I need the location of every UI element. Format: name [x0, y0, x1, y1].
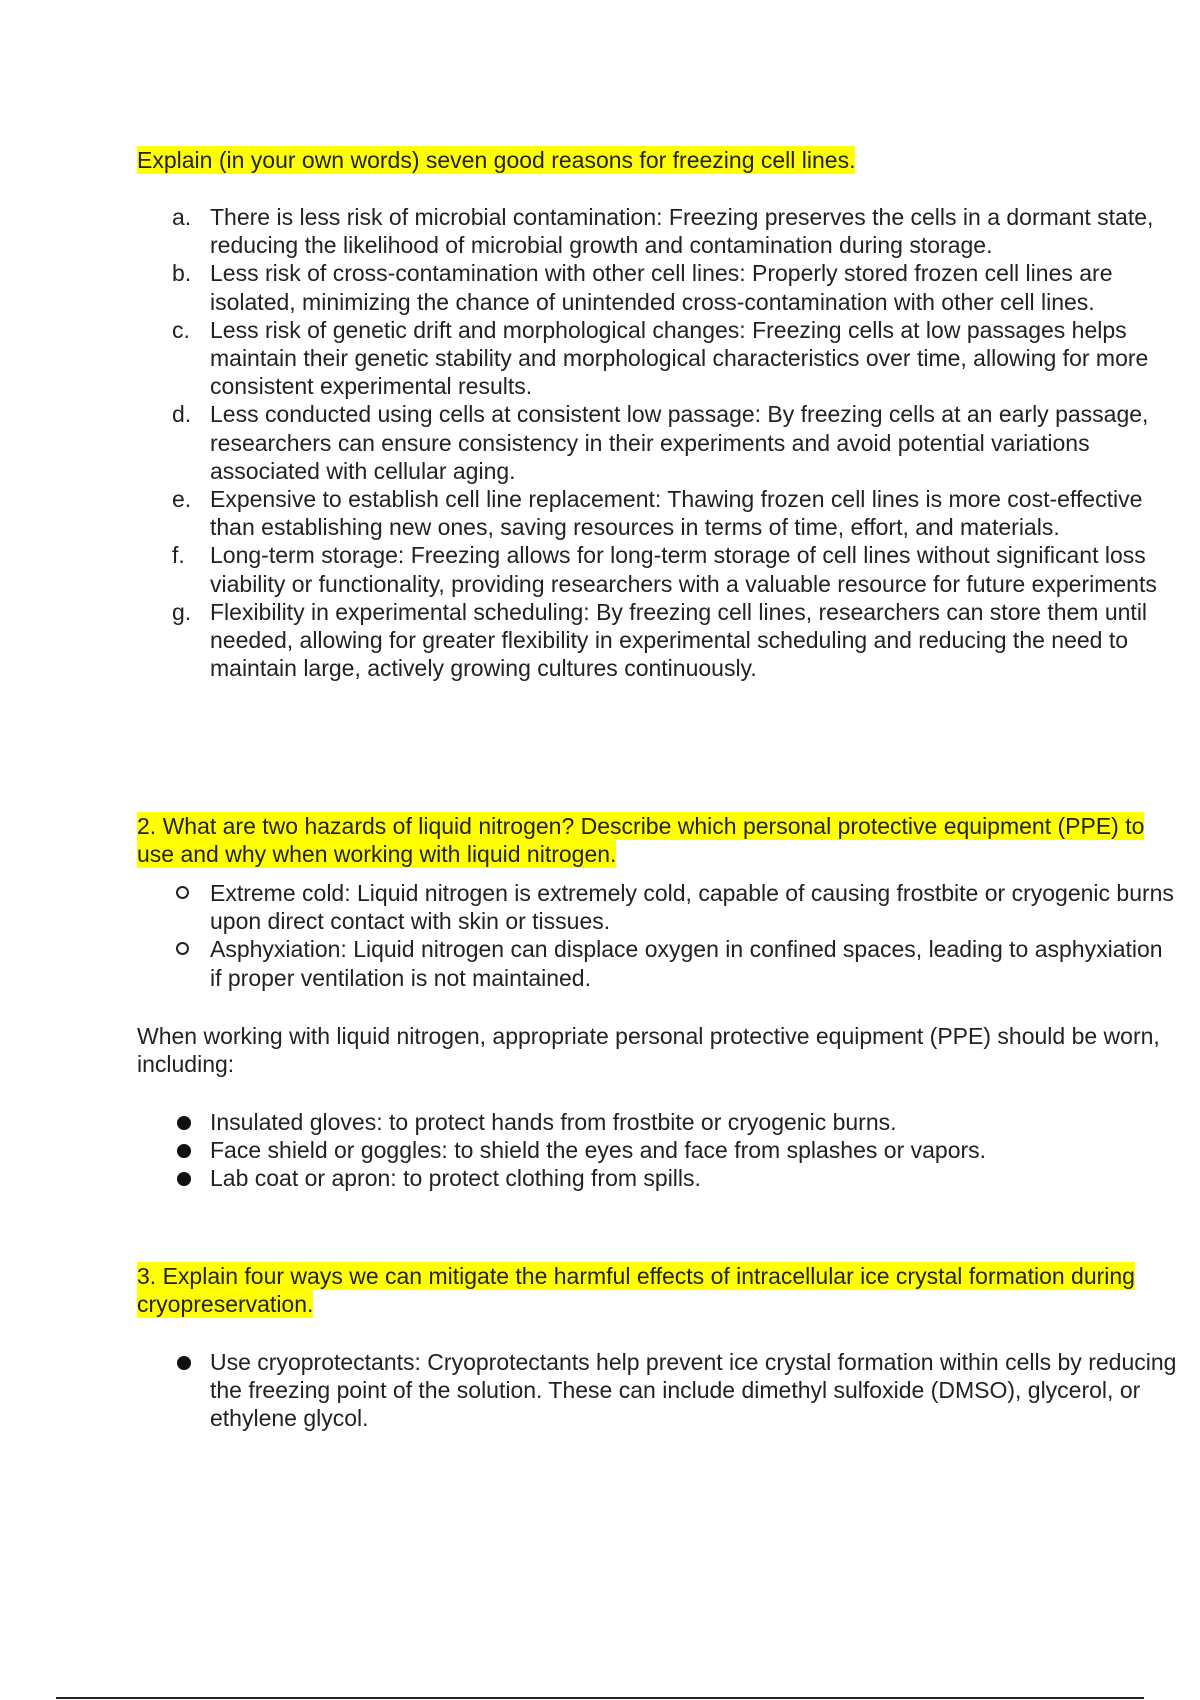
list-item-text-line: Extreme cold: Liquid nitrogen is extremely cold, capable of causing frostbite or cryogenic burns [210, 880, 1174, 906]
hollow-bullet-icon [176, 942, 189, 955]
list-item-text-line: Insulated gloves: to protect hands from frostbite or cryogenic burns. [210, 1109, 897, 1135]
filled-bullet-icon [177, 1356, 191, 1370]
list-item [0, 259, 1200, 315]
list-item-text-line: needed, allowing for greater flexibility in experimental scheduling and reducing the need to [210, 627, 1129, 654]
list-item [0, 541, 1200, 597]
list-marker: c. [172, 316, 190, 343]
bullet-item [0, 1108, 1200, 1136]
list-item [0, 316, 1200, 401]
list-item-text-line: Flexibility in experimental scheduling: By freezing cell lines, researchers can store them until [210, 598, 1148, 625]
list-item-text-line: Less conducted using cells at consistent low passage: By freezing cells at an early passage, [210, 401, 1149, 428]
list-item-text-line: if proper ventilation is not maintained. [210, 964, 591, 991]
list-item-text-line: Expensive to establish cell line replacement: Thawing frozen cell lines is more cost-effective [210, 486, 1143, 513]
ppe-list [0, 1108, 1200, 1193]
list-marker: a. [172, 204, 192, 230]
section3-heading [137, 1262, 1200, 1318]
ppe-paragraph-line-2: including: [137, 1051, 235, 1077]
list-marker: g. [172, 598, 192, 625]
filled-bullet-icon [177, 1172, 191, 1186]
list-item-text-line: Use cryoprotectants: Cryoprotectants help prevent ice crystal formation within cells by reducing [210, 1349, 1177, 1375]
list-item-text-line: Asphyxiation: Liquid nitrogen can displace oxygen in confined spaces, leading to asphyxiation [210, 936, 1163, 963]
list-item [0, 598, 1200, 683]
section2-heading [137, 812, 1200, 868]
list-marker: b. [172, 260, 192, 287]
section1-heading [137, 146, 1200, 174]
bullet-item [0, 1348, 1200, 1433]
list-item-text-line: associated with cellular aging. [210, 457, 516, 484]
filled-bullet-icon [177, 1144, 191, 1158]
ppe-paragraph [137, 1022, 1200, 1078]
list-item-text-line: reducing the likelihood of microbial growth and contamination during storage. [210, 232, 993, 259]
list-item-text-line: Face shield or goggles: to shield the eyes and face from splashes or vapors. [210, 1137, 987, 1164]
section2-heading-line-2: use and why when working with liquid nitrogen. [137, 841, 617, 867]
list-item-text-line: There is less risk of microbial contamination: Freezing preserves the cells in a dormant state, [210, 204, 1154, 230]
list-item-text-line: maintain their genetic stability and morphological characteristics over time, allowing for more [210, 345, 1149, 372]
list-item-text-line: ethylene glycol. [210, 1405, 369, 1432]
list-item [0, 485, 1200, 541]
section2-heading-line-1: 2. What are two hazards of liquid nitrogen? Describe which personal protective equipment (PPE) to [137, 813, 1145, 839]
hazards-list [0, 879, 1200, 992]
list-item-text-line: Less risk of genetic drift and morphological changes: Freezing cells at low passages helps [210, 316, 1127, 343]
list-item-text-line: than establishing new ones, saving resources in terms of time, effort, and materials. [210, 514, 1060, 541]
list-marker: e. [172, 486, 192, 513]
hazard-item [0, 879, 1200, 935]
list-item-text-line: Less risk of cross-contamination with other cell lines: Properly stored frozen cell lines are [210, 260, 1113, 287]
list-item-text-line: consistent experimental results. [210, 373, 533, 400]
list-item-text-line: upon direct contact with skin or tissues. [210, 908, 611, 935]
mitigation-list [0, 1348, 1200, 1433]
list-marker: f. [172, 542, 185, 569]
section1-heading-text: Explain (in your own words) seven good reasons for freezing cell lines. [137, 147, 856, 173]
section3-heading-line-1: 3. Explain four ways we can mitigate the harmful effects of intracellular ice crystal formation during [137, 1263, 1135, 1289]
list-item-text-line: researchers can ensure consistency in their experiments and avoid potential variations [210, 429, 1090, 456]
hollow-bullet-icon [176, 886, 189, 899]
filled-bullet-icon [177, 1116, 191, 1130]
list-item-text-line: the freezing point of the solution. These can include dimethyl sulfoxide (DMSO), glycerol, or [210, 1377, 1141, 1404]
list-item-text-line: isolated, minimizing the chance of unintended cross-contamination with other cell lines. [210, 288, 1095, 315]
list-item [0, 203, 1200, 259]
list-item-text-line: viability or functionality, providing researchers with a valuable resource for future experiments [210, 570, 1157, 597]
bullet-item [0, 1164, 1200, 1192]
reasons-list [0, 203, 1200, 682]
list-marker: d. [172, 401, 192, 428]
list-item-text-line: maintain large, actively growing cultures continuously. [210, 655, 757, 682]
section3-heading-line-2: cryopreservation. [137, 1291, 314, 1317]
hazard-item [0, 935, 1200, 991]
list-item [0, 400, 1200, 485]
list-item-text-line: Long-term storage: Freezing allows for long-term storage of cell lines without significant loss [210, 542, 1146, 569]
list-item-text-line: Lab coat or apron: to protect clothing from spills. [210, 1165, 701, 1192]
page-bottom-rule [56, 1697, 1144, 1699]
bullet-item [0, 1136, 1200, 1164]
ppe-paragraph-line-1: When working with liquid nitrogen, appropriate personal protective equipment (PPE) should be worn, [137, 1023, 1160, 1049]
